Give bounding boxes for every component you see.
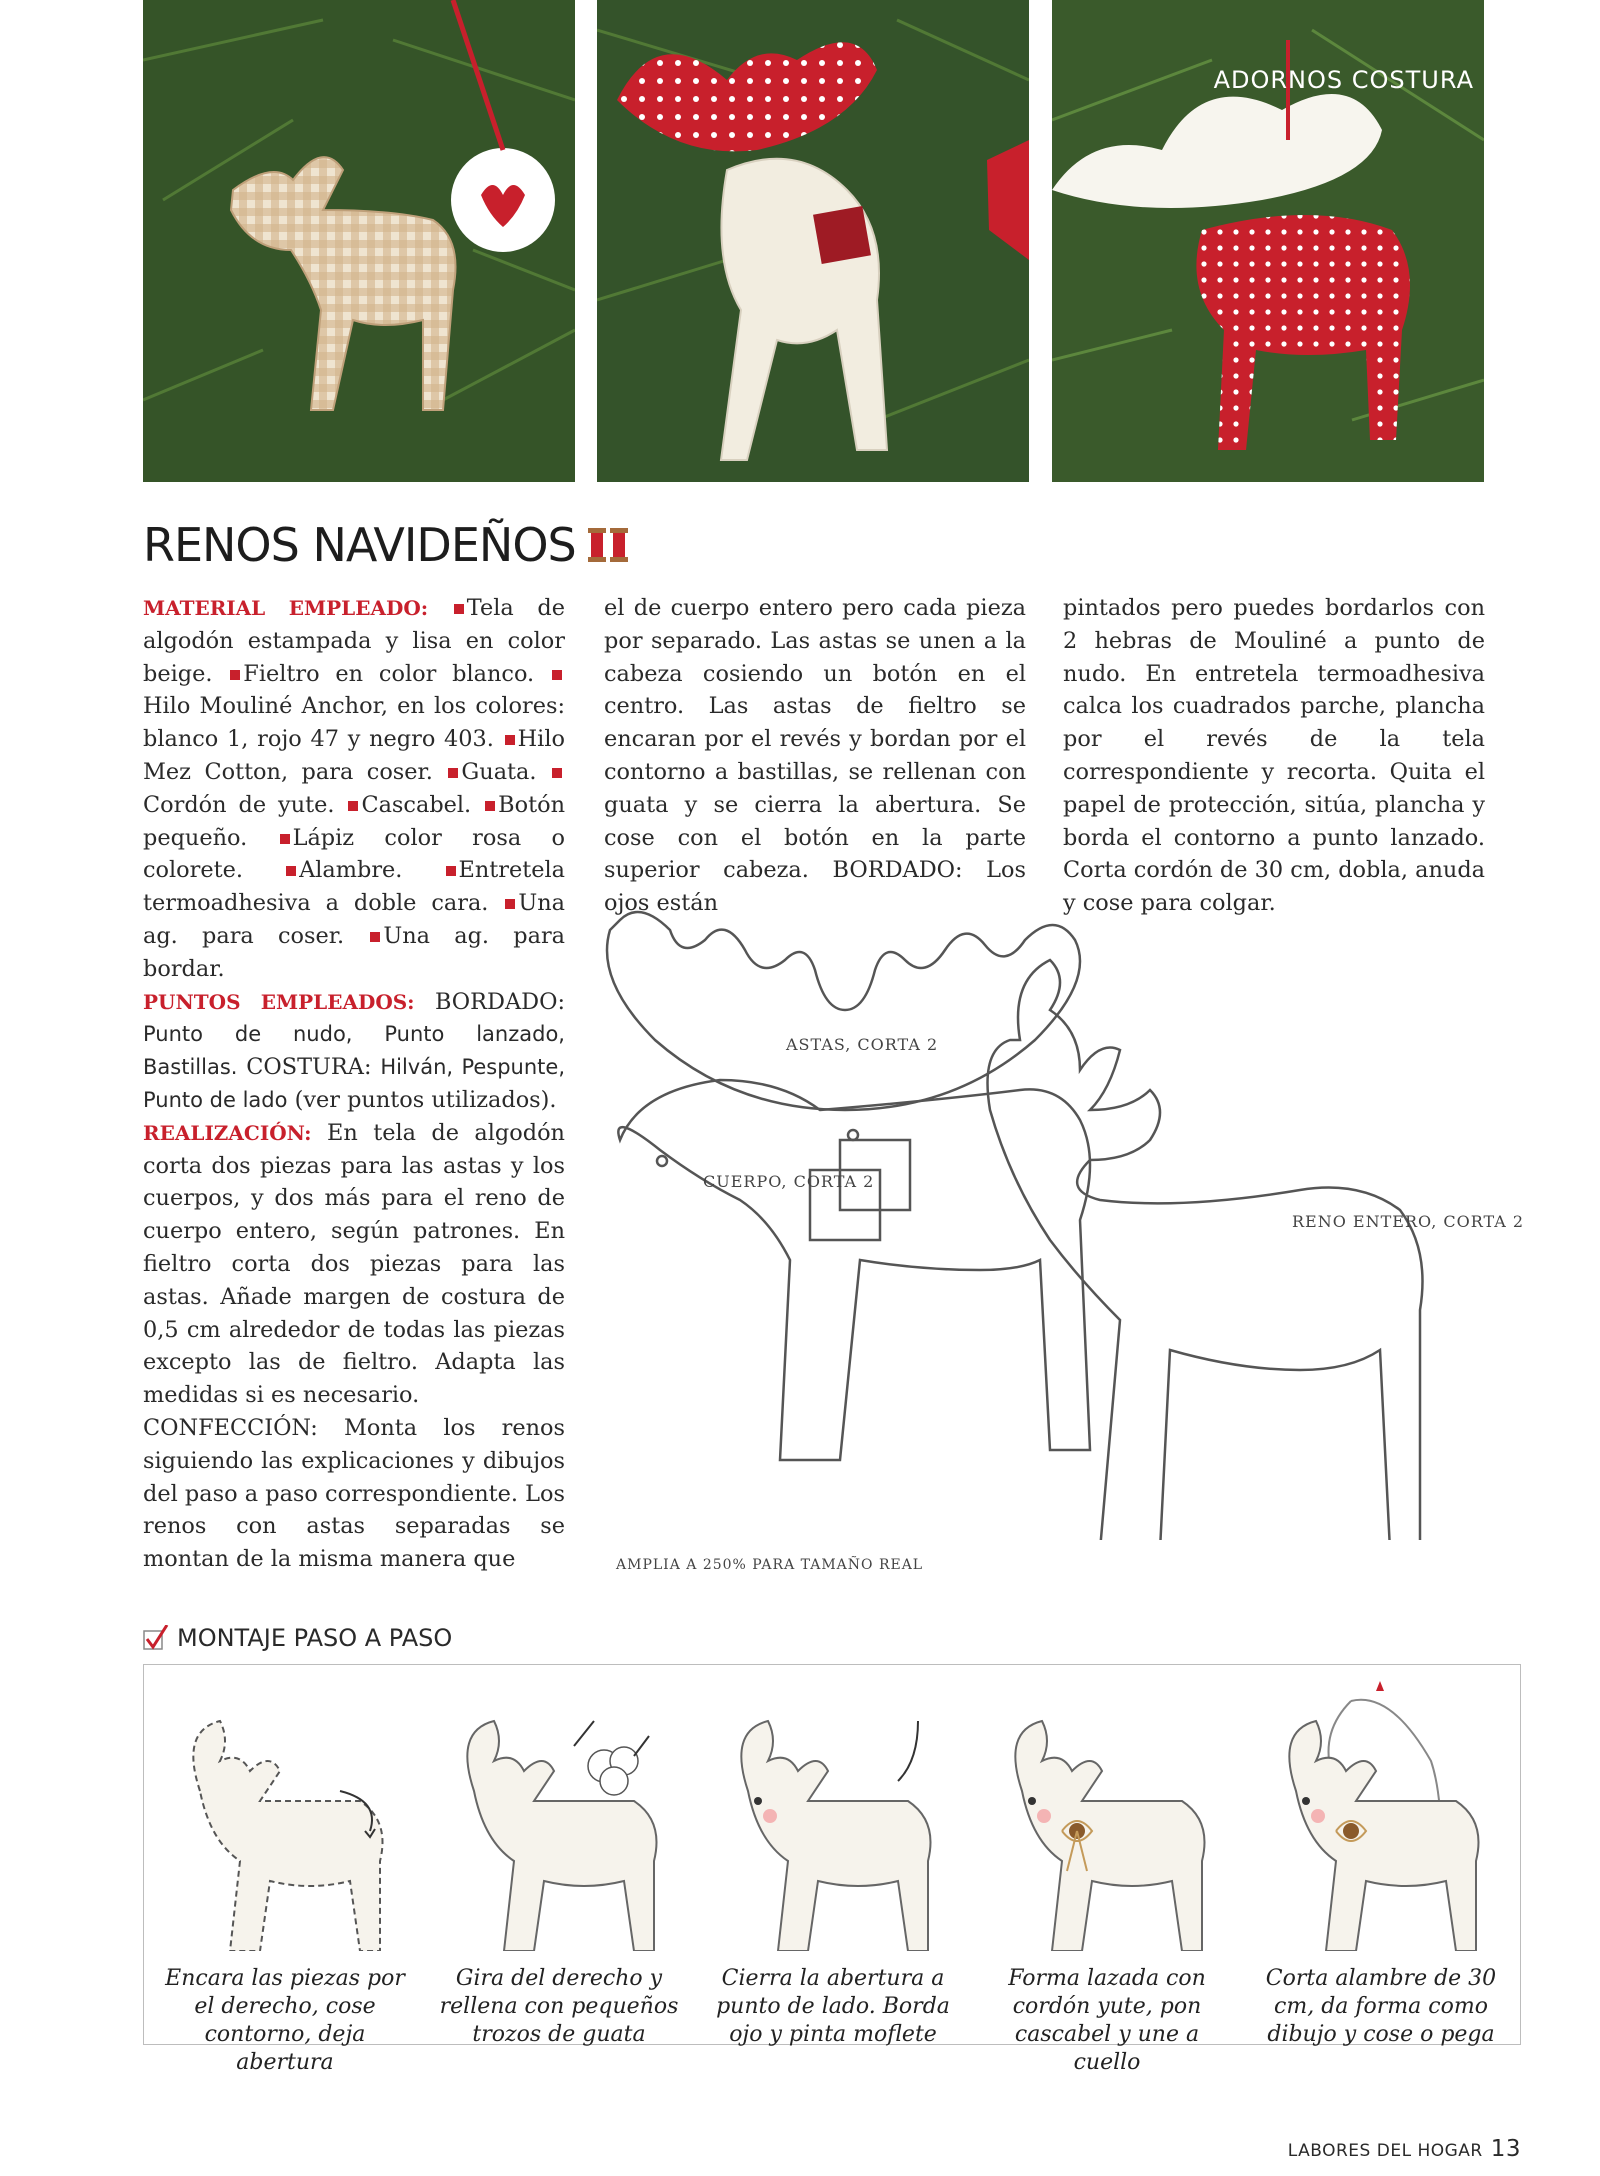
bullet-icon <box>505 735 515 745</box>
pattern-astas <box>607 912 1080 1110</box>
magazine-name: LABORES DEL HOGAR <box>1287 2141 1483 2161</box>
bullet-icon <box>348 801 358 811</box>
material-item: Cascabel. <box>361 791 472 818</box>
column3-text: pintados pero puedes bordarlos con 2 hebras de Mouliné a punto de nudo. En entretela termoadhesiva calca los cuadrados parche, plancha por el revés de la tela correspondiente y recorta. Quita el papel de protección, sitúa, plancha y borda el contorno a punto lanzado. Corta cordón de 30 cm, dobla, anuda y cose para colgar. <box>1063 595 1485 917</box>
bullet-icon <box>280 834 290 844</box>
puntos-suffix: (ver puntos utilizados). <box>294 1086 557 1113</box>
label-astas: ASTAS, CORTA 2 <box>786 1035 939 1054</box>
title-text: RENOS NAVIDEÑOS <box>143 518 576 572</box>
photo-gingham-reindeer <box>143 0 575 482</box>
bordado-prefix: BORDADO: <box>434 988 565 1015</box>
confeccion-paragraph: CONFECCIÓN: Monta los renos siguiendo las explicaciones y dibujos del paso a paso correspondiente. Los renos con astas separadas se montan de la misma manera que <box>143 1414 565 1573</box>
material-item: Hilo Mez Cotton, para coser. <box>143 726 565 785</box>
checkmark-icon <box>143 1625 169 1651</box>
puntos-label: PUNTOS EMPLEADOS: <box>143 989 415 1014</box>
step-caption: Forma lazada con cordón yute, pon cascabel y une a cuello <box>1008 1966 1206 2075</box>
column-instructions-2 <box>604 592 1026 920</box>
step-caption: Gira del derecho y rellena con pequeños trozos de guata <box>439 1966 679 2047</box>
bullet-icon <box>446 866 456 876</box>
step-caption: Corta alambre de 30 cm, da forma como dibujo y cose o pega <box>1265 1966 1497 2047</box>
step-caption: Cierra la abertura a punto de lado. Borda ojo y pinta moflete <box>716 1966 950 2047</box>
material-item: Tela de algodón estampada y lisa en color beige. <box>143 595 565 687</box>
step-2-illustration <box>434 1681 684 1951</box>
column2-text: el de cuerpo entero pero cada pieza por separado. Las astas se unen a la cabeza cosiendo un botón en el centro. Las astas de fieltro se encaran por el revés y bordan por el contorno a bastillas, se rellenan con guata y se cierra la abertura. Se cose con el botón en la parte superior cabeza. BORDADO: Los ojos están <box>604 595 1026 917</box>
bullet-icon <box>370 932 380 942</box>
section-tag: ADORNOS COSTURA <box>1213 66 1474 94</box>
step-1 <box>160 1681 410 2077</box>
label-reno-entero: RENO ENTERO, CORTA 2 <box>1292 1212 1525 1231</box>
material-label: MATERIAL EMPLEADO: <box>143 596 429 620</box>
page-number: 13 <box>1490 2136 1521 2162</box>
material-item: Alambre. <box>299 857 403 884</box>
stuffing-icon <box>588 1747 638 1795</box>
material-item: Entretela termoadhesiva a doble cara. <box>143 857 566 917</box>
realizacion-text: En tela de algodón corta dos piezas para las astas y los cuerpos, y dos más para el reno de cuerpo entero, según patrones. En fieltro corta dos piezas para las astas. Añade margen de costura de 0,5 cm alrededor de todas las piezas excepto las de fieltro. Adapta las medidas si es necesario. <box>143 1119 565 1409</box>
material-item: Cordón de yute. <box>143 791 335 818</box>
step-by-step-box <box>143 1664 1521 2075</box>
step-4 <box>982 1681 1232 2077</box>
page-footer <box>1288 2136 1521 2162</box>
material-paragraph <box>143 592 565 986</box>
realizacion-paragraph <box>143 1117 565 1412</box>
puntos-paragraph <box>143 986 565 1117</box>
step-4-illustration <box>982 1681 1232 1951</box>
photo-white-reindeer-red-antlers <box>597 0 1029 482</box>
material-item: Una ag. para coser. <box>143 890 565 949</box>
step-2 <box>434 1681 684 2049</box>
bullet-icon <box>286 866 296 876</box>
column-materials <box>143 592 565 1576</box>
spool-icon <box>588 528 628 562</box>
step-3-illustration <box>708 1681 958 1951</box>
pattern-reno-entero <box>988 960 1423 1540</box>
material-item: Guata. <box>461 758 537 785</box>
step-1-illustration <box>160 1681 410 1951</box>
material-item: Botón pequeño. <box>143 791 565 851</box>
bordado-stitches: Punto de nudo, Punto lanzado, Bastillas. <box>143 1022 565 1080</box>
step-5 <box>1256 1681 1506 2049</box>
material-item: Fieltro en color blanco. <box>243 660 535 687</box>
bullet-icon <box>454 604 464 614</box>
montaje-title: MONTAJE PASO A PASO <box>177 1624 453 1652</box>
material-item: Hilo Mouliné Anchor, en los colores: blanco 1, rojo 47 y negro 403. <box>143 693 565 753</box>
pattern-cuerpo <box>618 1080 1090 1460</box>
realizacion-label: REALIZACIÓN: <box>143 1120 312 1145</box>
material-item: Una ag. para bordar. <box>143 922 565 982</box>
material-item: Lápiz color rosa o colorete. <box>143 824 565 884</box>
step-5-illustration <box>1256 1681 1506 1951</box>
label-cuerpo: CUERPO, CORTA 2 <box>703 1172 875 1191</box>
page-title <box>143 518 628 572</box>
column-instructions-3 <box>1063 592 1485 920</box>
bullet-icon <box>552 768 562 778</box>
step-3 <box>708 1681 958 2049</box>
star-icon <box>1376 1681 1384 1691</box>
bullet-icon <box>448 768 458 778</box>
bullet-icon <box>485 801 495 811</box>
step-caption: Encara las piezas por el derecho, cose contorno, deja abertura <box>165 1966 405 2075</box>
enlarge-note: AMPLIA A 250% PARA TAMAÑO REAL <box>616 1557 924 1573</box>
bullet-icon <box>505 899 515 909</box>
bullet-icon <box>230 670 240 680</box>
costura-stitches: Hilván, Pespunte, Punto de lado <box>143 1055 565 1112</box>
costura-prefix: COSTURA: <box>246 1054 372 1081</box>
montaje-heading <box>143 1624 452 1652</box>
bullet-icon <box>552 670 562 680</box>
